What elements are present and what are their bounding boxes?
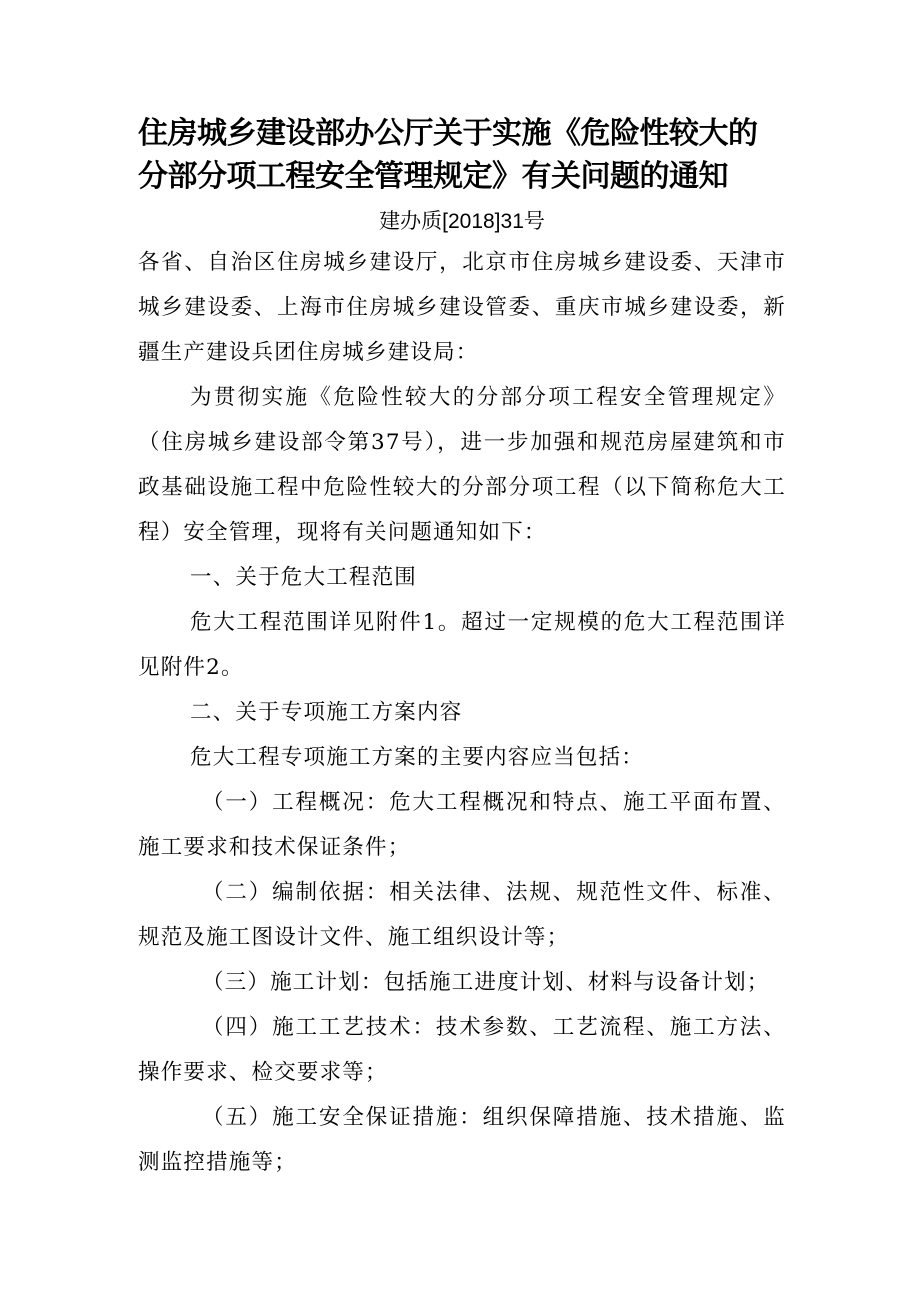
list-item: （五）施工安全保证措施：组织保障措施、技术措施、监测监控措施等；: [138, 1105, 786, 1175]
list-item: （四）施工工艺技术：技术参数、工艺流程、施工方法、操作要求、检交要求等；: [138, 1015, 786, 1085]
list-item: （一）工程概况：危大工程概况和特点、施工平面布置、施工要求和技术保证条件；: [138, 790, 786, 860]
intro-paragraph: 为贯彻实施《危险性较大的分部分项工程安全管理规定》（住房城乡建设部令第37号），进一步加强和规范房屋建筑和市政基础设施工程中危险性较大的分部分项工程（以下简称危大工程）安全管理，现将有关问题通知如下：: [138, 385, 786, 545]
document-title: 住房城乡建设部办公厅关于实施《危险性较大的分部分项工程安全管理规定》有关问题的通知: [138, 117, 758, 193]
section-2-intro: 危大工程专项施工方案的主要内容应当包括：: [190, 745, 645, 770]
section-1-heading: 一、关于危大工程范围: [190, 565, 418, 590]
recipients-paragraph: 各省、自治区住房城乡建设厅，北京市住房城乡建设委、天津市城乡建设委、上海市住房城乡建设管委、重庆市城乡建设委，新疆生产建设兵团住房城乡建设局：: [138, 250, 786, 365]
list-item: （三）施工计划：包括施工进度计划、材料与设备计划；: [202, 970, 770, 995]
document-page: [138, 112, 786, 1185]
section-1-text: 危大工程范围详见附件1。超过一定规模的危大工程范围详见附件2。: [138, 610, 786, 680]
document-number: 建办质[2018]31号: [379, 210, 545, 233]
section-2-heading: 二、关于专项施工方案内容: [190, 700, 463, 725]
list-item: （二）编制依据：相关法律、法规、规范性文件、标准、规范及施工图设计文件、施工组织设计等；: [138, 880, 786, 950]
